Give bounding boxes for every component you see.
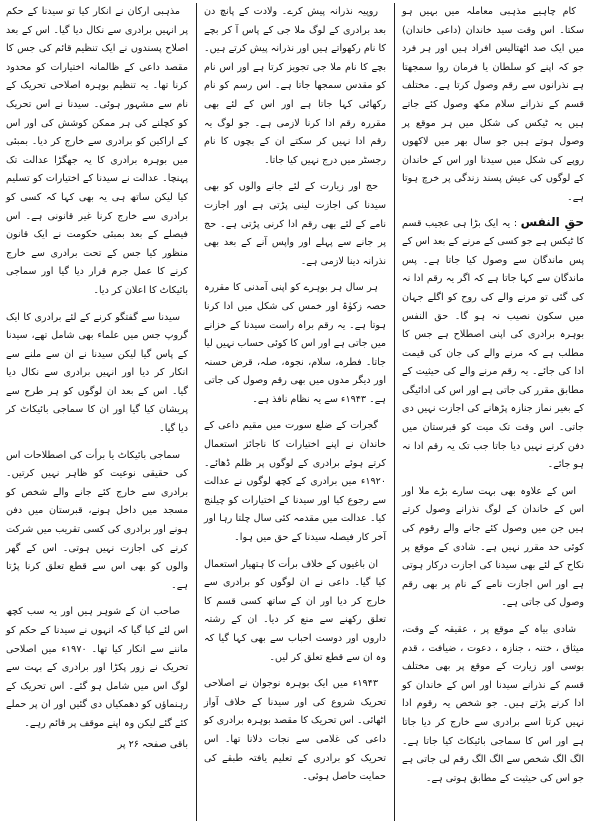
spacer [204,170,386,178]
paragraph: روپیہ نذرانہ پیش کرے۔ ولادت کے پانچ دن بعد برادری کے لوگ ملا جی کے پاس آ کر بچے کا نام رکھواتے ہیں اور نذرانہ پیش کرتے ہیں۔ بچے کا نام ملا جی تجویز کرتا ہے اور اس نام کو مقدس سمجھا جاتا ہے۔ اس رسم کو نام رکھائی کہا جاتا ہے اور اس کے لئے بھی مقررہ رقم ادا کرنا لازمی ہے۔ جو لوگ یہ رقم ادا نہیں کر سکتے ان کے بچوں کا نام رجسٹر میں درج نہیں کیا جاتا۔ [204,6,386,166]
paragraph: شادی بیاہ کے موقع پر ، عقیقہ کے وقت، میثاق ، ختنہ ، جنازہ ، دعوت ، ضیافت ، قدم بوسی اور زیارت کے موقع پر بھی مختلف قسم کے نذرانے سیدنا اور اس کے خاندان کو ادا کرنے پڑتے ہیں۔ جو شخص یہ رقوم ادا نہیں کرتا اسے برادری سے خارج کر دیا جاتا ہے اور اس کا سماجی بائیکاٹ کیا جاتا ہے۔ الگ الگ شخص سے الگ الگ رقم لی جاتی ہے جو اس کی حیثیت کے مطابق ہوتی ہے۔ [402,624,584,784]
paragraph: ۱۹۴۳ء میں ایک بوہرہ نوجوان نے اصلاحی تحریک شروع کی اور سیدنا کے خلاف آواز اٹھائی۔ اس تحریک کا مقصد بوہرہ برادری کو داعی کی غلامی سے نجات دلانا تھا۔ اس تحریک کو برادری کے تعلیم یافتہ طبقے کی حمایت حاصل ہوئی۔ [204,678,386,783]
paragraph: کام چاہیے مذہبی معاملہ میں بہیں ہو سکتا۔ اس وقت سید خاندان (داعی خاندان) میں ایک صد اٹھتالیس افراد ہیں اور ہر فرد جو کہ اپنے کو سلطان یا فرمان روا سمجھتا ہے نذرانوں سے رقم وصول کرتا ہے۔ مختلف قسم کے نذرانے سلام مکھ وصول کئے جاتے ہیں یہ ٹیکس کی شکل میں ہر موقع پر وصول ہوتے ہیں جو سال بھر میں لاکھوں روپے کی شکل میں سیدنا اور اس کے خاندان کے لوگوں کی عیش پسند زندگی پر خرچ ہوتا ہے۔ [402,6,584,203]
spacer [204,548,386,556]
spacer [6,595,188,603]
continued-note: باقی صفحہ ۲۶ پر [117,738,188,750]
spacer [6,439,188,447]
section [402,212,584,475]
column-divider [196,3,197,821]
spacer [204,667,386,675]
paragraph: گجرات کے ضلع سورت میں مقیم داعی کے خاندان نے اپنے اختیارات کا ناجائز استعمال کرتے ہوئے برادری کے لوگوں پر ظلم ڈھائے۔ ۱۹۲۰ء میں برادری کے کچھ لوگوں نے عدالت سے رجوع کیا اور سیدنا کے اختیارات کو چیلنج کیا۔ عدالت میں مقدمہ کئی سال چلتا رہا اور آخر کار فیصلہ سیدنا کے حق میں ہوا۔ [204,420,386,544]
spacer [402,613,584,621]
column-right [400,3,586,821]
paragraph: ہر سال ہر بوہرے کو اپنی آمدنی کا مقررہ حصہ زکوٰۃ اور خمس کی شکل میں ادا کرنا ہوتا ہے۔ یہ رقم براہ راست سیدنا کے خزانے میں جاتی ہے اور اس کا کوئی حساب نہیں لیا جاتا۔ فطرہ، سلام، نجوہ، صلہ، قرض حسنہ اور دیگر مدوں میں بھی رقم وصول کی جاتی ہے۔ ۱۹۴۳ء سے یہ نظام نافذ ہے۔ [204,282,386,405]
spacer [204,271,386,279]
spacer [6,301,188,309]
paragraph: ان باغیوں کے خلاف برأت کا ہتھیار استعمال کیا گیا۔ داعی نے ان لوگوں کو برادری سے خارج کر دیا اور ان کے ساتھ کسی قسم کا تعلق رکھنے سے منع کر دیا۔ ان کے رشتہ داروں اور دوست احباب سے بھی کہا گیا کہ وہ ان سے قطع تعلق کر لیں۔ [204,558,386,663]
column-divider [394,3,395,821]
paragraph: مذہبی ارکان نے انکار کیا تو سیدنا کے حکم پر انہیں برادری سے نکال دیا گیا۔ اس کے بعد اصلاح پسندوں نے ایک تنظیم قائم کی جس کا مقصد داعی کے ظالمانہ اختیارات کو محدود کرنا تھا۔ یہ تنظیم بوہرہ اصلاحی تحریک کے نام سے مشہور ہوئی۔ سیدنا نے اس تحریک کو کچلنے کی ہر ممکن کوشش کی اور اس کے اراکین کو برادری سے خارج کر دیا۔ بمبئی میں بوہرہ برادری کا یہ جھگڑا عدالت تک پہنچا۔ عدالت نے سیدنا کے اختیارات کو تسلیم کیا لیکن ساتھ ہی یہ بھی کہا کہ کسی کو برادری سے خارج کرنا غیر قانونی ہے۔ اس فیصلے کے بعد بمبئی حکومت نے ایک قانون منظور کیا جس کے تحت برادری سے خارج کرنے کا عمل جرم قرار دیا گیا اور سماجی بائیکاٹ کا اعلان کر دیا۔ [6,6,188,296]
spacer [204,409,386,417]
paragraph: صاحب ان کے شوہر ہیں اور یہ سب کچھ اس لئے کیا گیا کہ انہوں نے سیدنا کے حکم کو ماننے سے انکار کیا تھا۔ ۱۹۷۰ء میں اصلاحی تحریک نے زور پکڑا اور برادری کے بہت سے لوگ اس میں شامل ہو گئے۔ اس تحریک کے رہنماؤں کو دھمکیاں دی گئیں اور ان پر حملے کئے گئے لیکن وہ اپنے موقف پر قائم رہے۔ [6,606,188,729]
newspaper-page [4,3,586,821]
column-middle [202,3,388,821]
paragraph: : یہ ایک بڑا ہی عجیب قسم کا ٹیکس ہے جو کسی کے مرنے کے بعد اس کے پس ماندگان سے وصول کیا جاتا ہے۔ پس ماندگان سے کہا جاتا ہے کہ اگر یہ رقم ادا نہ کی گئی تو مرنے والے کی روح کو اگلے جہان میں سکون نصیب نہ ہو گا۔ حق النفس بوہرہ برادری کی اپنی اصطلاح ہے جس کا مطلب ہے کہ مرنے والے کی جان کی قیمت ادا کی جائے۔ یہ رقم مرنے والے کی حیثیت کے مطابق مقرر کی جاتی ہے اور اس کی ادائیگی کے بغیر نماز جنازہ پڑھانے کی اجازت نہیں دی جاتی۔ اس وقت تک میت کو قبرستان میں دفن کرنے نہیں دیا جاتا جب تک یہ رقم ادا نہ ہو جائے۔ [402,217,584,471]
paragraph: اس کے علاوہ بھی بہت سارے بڑے ملا اور اس کے خاندان کے لوگ نذرانے وصول کرتے ہیں جن میں وصول کئے جانے والے رقوم کی کوئی حد مقرر نہیں ہے۔ شادی کے موقع پر نکاح کے لئے بھی سیدنا کی اجازت درکار ہوتی ہے اور اس اجازت نامے کے نام پر بھی رقم وصول کی جاتی ہے۔ [402,485,584,609]
section-heading: حقِ النفس [520,214,584,229]
column-left [4,3,190,821]
paragraph: سیدنا سے گفتگو کرنے کے لئے برادری کا ایک گروپ جس میں علماء بھی شامل تھے، سیدنا کے پاس گیا لیکن سیدنا نے ان سے ملنے سے انکار کر دیا اور انہیں برادری سے نکال دیا گیا۔ اس کے بعد ان لوگوں کو ہر طرح سے پریشان کیا گیا اور ان کا سماجی بائیکاٹ کر دیا گیا۔ [6,311,188,435]
spacer [402,475,584,483]
paragraph: سماجی بائیکاٹ یا برأت کی اصطلاحات اس کی حقیقی نوعیت کو ظاہر نہیں کرتیں۔ برادری سے خارج کئے جانے والے شخص کو مسجد میں داخل ہونے، قبرستان میں دفن ہونے اور برادری کی کسی تقریب میں شرکت کرنے کی اجازت نہیں ہوتی۔ اس کے گھر والوں کو بھی اس سے قطع تعلق کرنا پڑتا ہے۔ [6,449,188,591]
paragraph: حج اور زیارت کے لئے جانے والوں کو بھی سیدنا کی اجازت لینی پڑتی ہے اور اجازت نامے کے لئے بھی رقم ادا کرنی پڑتی ہے۔ حج پر جانے سے پہلے اور واپس آنے کے بعد بھی نذرانہ دینا لازمی ہے۔ [204,181,386,267]
